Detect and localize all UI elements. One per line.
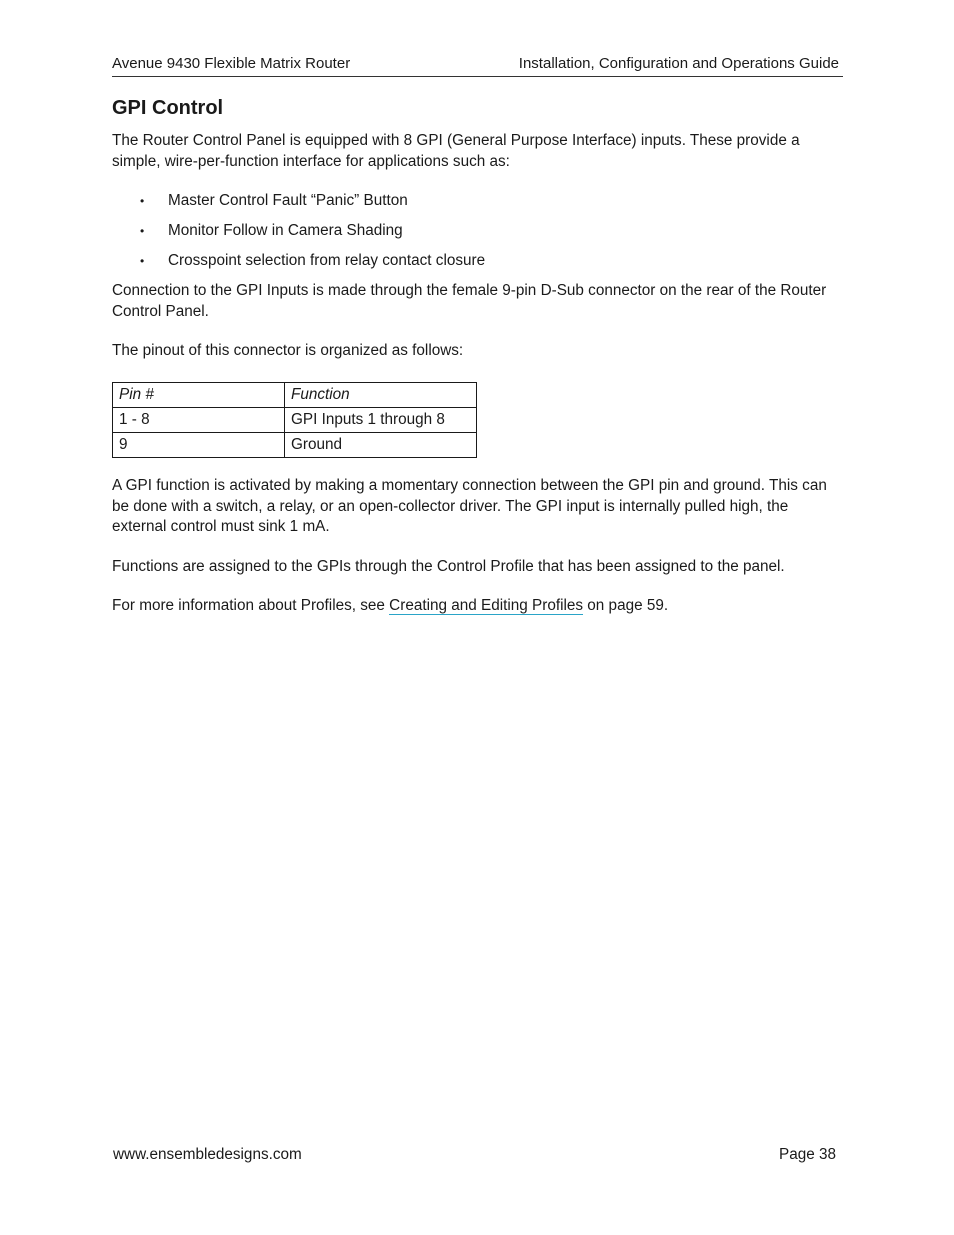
- table-cell: Ground: [285, 433, 477, 458]
- table-row: [113, 433, 477, 458]
- table-header-row: [113, 383, 477, 408]
- bullet-icon: •: [140, 224, 145, 238]
- footer-website: www.ensembledesigns.com: [113, 1146, 302, 1163]
- table-row: [113, 408, 477, 433]
- bullet-icon: •: [140, 254, 145, 268]
- header-guide-title: Installation, Configuration and Operations Guide: [518, 55, 839, 72]
- table-header-cell: Function: [285, 383, 477, 408]
- page-header: [112, 54, 843, 77]
- list-item-text: Monitor Follow in Camera Shading: [168, 222, 403, 239]
- creating-editing-profiles-link[interactable]: Creating and Editing Profiles: [389, 597, 584, 614]
- list-item-text: Crosspoint selection from relay contact closure: [168, 252, 486, 269]
- table-cell: 9: [113, 433, 285, 458]
- functions-paragraph: Functions are assigned to the GPIs through the Control Profile that has been assigned to the panel.: [112, 558, 785, 575]
- header-product-name: Avenue 9430 Flexible Matrix Router: [112, 55, 351, 72]
- more-info-prefix: For more information about Profiles, see: [112, 597, 390, 614]
- pinout-intro-paragraph: The pinout of this connector is organized as follows:: [112, 342, 464, 359]
- connection-paragraph: Connection to the GPI Inputs is made through the female 9-pin D-Sub connector on the rear of the Router Control Panel.: [112, 282, 827, 320]
- table-cell: GPI Inputs 1 through 8: [285, 408, 477, 433]
- activation-paragraph: A GPI function is activated by making a momentary connection between the GPI pin and ground. This can be done with a switch, a relay, or an open-collector driver. The GPI input is internally pulled high, the external control must sink 1 mA.: [112, 477, 827, 535]
- table-header-cell: Pin #: [113, 383, 285, 408]
- pinout-table: [112, 382, 477, 458]
- section-title: GPI Control: [112, 97, 224, 119]
- intro-paragraph: The Router Control Panel is equipped with 8 GPI (General Purpose Interface) inputs. These provide a simple, wire-per-function interface for applications such as:: [112, 132, 800, 170]
- bullet-icon: •: [140, 194, 145, 208]
- more-info-suffix: on page 59.: [583, 597, 669, 614]
- list-item-text: Master Control Fault “Panic” Button: [168, 192, 408, 209]
- table-cell: 1 - 8: [113, 408, 285, 433]
- footer-page-number: Page 38: [779, 1146, 836, 1163]
- more-info-paragraph: [112, 596, 842, 617]
